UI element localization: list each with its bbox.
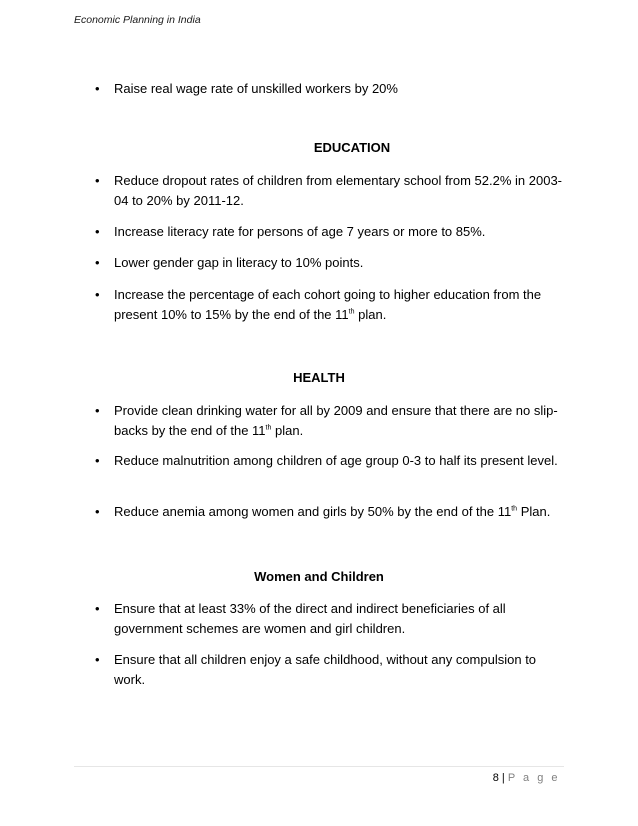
bullet-icon: • xyxy=(95,504,100,519)
footer-divider xyxy=(74,766,564,767)
list-item xyxy=(95,222,565,242)
list-item xyxy=(95,285,565,325)
section-heading-health: HEALTH xyxy=(293,370,345,385)
list-item-text: Increase the percentage of each cohort going to higher education from the present 10% to 15% by the end of the 11th plan. xyxy=(114,287,542,322)
list-item xyxy=(95,79,565,99)
section-heading-education: EDUCATION xyxy=(313,140,391,155)
section-heading-women-children: Women and Children xyxy=(254,569,384,584)
list-item xyxy=(95,451,565,471)
list-item xyxy=(95,650,565,690)
list-item-text: Reduce dropout rates of children from elementary school from 52.2% in 2003-04 to 20% by 2011-12. xyxy=(114,173,563,208)
page-footer xyxy=(493,772,560,784)
bullet-icon: • xyxy=(95,453,100,468)
list-item-text: Ensure that all children enjoy a safe childhood, without any compulsion to work. xyxy=(114,652,537,687)
list-item-text: Raise real wage rate of unskilled workers by 20% xyxy=(114,81,398,96)
footer-separator: | xyxy=(501,772,505,784)
list-item-text: Reduce anemia among women and girls by 50% by the end of the 11th Plan. xyxy=(114,504,551,519)
list-item-text: Lower gender gap in literacy to 10% points. xyxy=(114,255,364,270)
list-item xyxy=(95,401,565,441)
bullet-icon: • xyxy=(95,224,100,239)
list-item-text: Provide clean drinking water for all by 2009 and ensure that there are no slip-backs by the end of the 11th plan. xyxy=(114,403,558,438)
list-item xyxy=(95,171,565,211)
list-item xyxy=(95,253,565,273)
bullet-icon: • xyxy=(95,601,100,616)
bullet-icon: • xyxy=(95,255,100,270)
list-item xyxy=(95,502,565,522)
bullet-icon: • xyxy=(95,173,100,188)
page-number: 8 xyxy=(492,772,499,784)
running-header: Economic Planning in India xyxy=(74,14,201,26)
list-item xyxy=(95,599,565,639)
list-item-text: Reduce malnutrition among children of age group 0-3 to half its present level. xyxy=(114,453,558,468)
list-item-text: Ensure that at least 33% of the direct and indirect beneficiaries of all government schemes are women and girl children. xyxy=(114,601,506,636)
bullet-icon: • xyxy=(95,652,100,667)
bullet-icon: • xyxy=(95,287,100,302)
page-label: P a g e xyxy=(507,772,560,784)
bullet-icon: • xyxy=(95,81,100,96)
list-item-text: Increase literacy rate for persons of age 7 years or more to 85%. xyxy=(114,224,486,239)
bullet-icon: • xyxy=(95,403,100,418)
